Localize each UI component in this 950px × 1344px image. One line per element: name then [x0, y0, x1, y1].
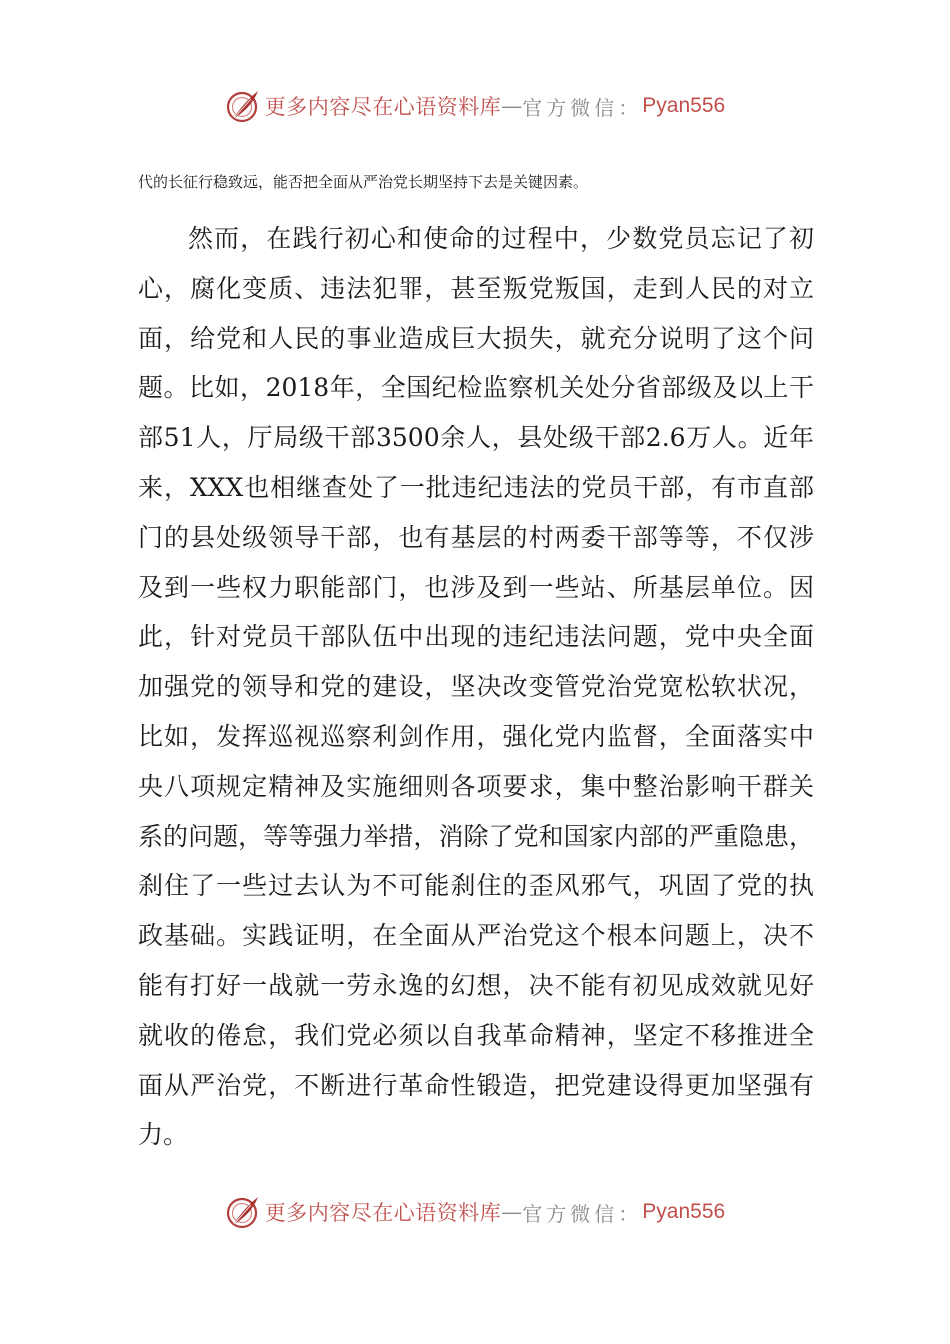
banner-wechat-id: Pyan556 [642, 94, 726, 117]
banner-wechat-id: Pyan556 [642, 1200, 726, 1223]
paragraph-line: 门的县处级领导干部，也有基层的村两委干部等等，不仅涉 [138, 522, 814, 552]
banner-title: 更多内容尽在心语资料库 [264, 95, 502, 119]
banner-separator: — [501, 1200, 523, 1224]
paragraph-line: 心，腐化变质、违法犯罪，甚至叛党叛国，走到人民的对立 [138, 273, 814, 303]
paragraph-line: 刹住了一些过去认为不可能刹住的歪风邪气，巩固了党的执 [138, 871, 814, 901]
paragraph-line: 政基础。实践证明，在全面从严治党这个根本问题上，决不 [138, 921, 814, 951]
paragraph-line: 题。比如，2018年，全国纪检监察机关处分省部级及以上干 [138, 373, 814, 403]
banner-title: 更多内容尽在心语资料库 [264, 1201, 502, 1225]
paragraph-line: 比如，发挥巡视巡察利剑作用，强化党内监督，全面落实中 [138, 721, 814, 751]
banner-separator: — [501, 94, 523, 118]
quill-logo-icon [225, 1194, 261, 1230]
footer-banner [0, 1190, 950, 1234]
paragraph-line: 面，给党和人民的事业造成巨大损失，就充分说明了这个问 [138, 323, 814, 353]
body-paragraph [138, 214, 814, 1160]
paragraph-line: 面从严治党，不断进行革命性锻造，把党建设得更加坚强有 [138, 1070, 814, 1100]
lead-line: 代的长征行稳致远，能否把全面从严治党长期坚持下去是关键因素。 [138, 173, 589, 191]
paragraph-line: 来，XXX也相继查处了一批违纪违法的党员干部，有市直部 [138, 472, 814, 502]
paragraph-line: 力。 [138, 1120, 189, 1150]
header-banner [0, 84, 950, 128]
paragraph-line: 系的问题，等等强力举措，消除了党和国家内部的严重隐患， [138, 821, 814, 851]
paragraph-line: 此，针对党员干部队伍中出现的违纪违法问题，党中央全面 [138, 622, 814, 652]
paragraph-line: 然而，在践行初心和使命的过程中，少数党员忘记了初 [188, 224, 814, 253]
quill-logo-icon [225, 88, 261, 124]
paragraph-line: 就收的倦怠，我们党必须以自我革命精神，坚定不移推进全 [138, 1020, 814, 1050]
banner-wechat-label: 官方微信： [522, 95, 643, 120]
paragraph-line: 部51人，厅局级干部3500余人，县处级干部2.6万人。近年 [138, 423, 814, 453]
paragraph-line: 及到一些权力职能部门，也涉及到一些站、所基层单位。因 [138, 572, 814, 602]
paragraph-line: 央八项规定精神及实施细则各项要求，集中整治影响干群关 [138, 771, 814, 801]
paragraph-line: 加强党的领导和党的建设，坚决改变管党治党宽松软状况， [138, 672, 814, 702]
paragraph-line: 能有打好一战就一劳永逸的幻想，决不能有初见成效就见好 [138, 970, 814, 1000]
banner-wechat-label: 官方微信： [522, 1201, 643, 1226]
